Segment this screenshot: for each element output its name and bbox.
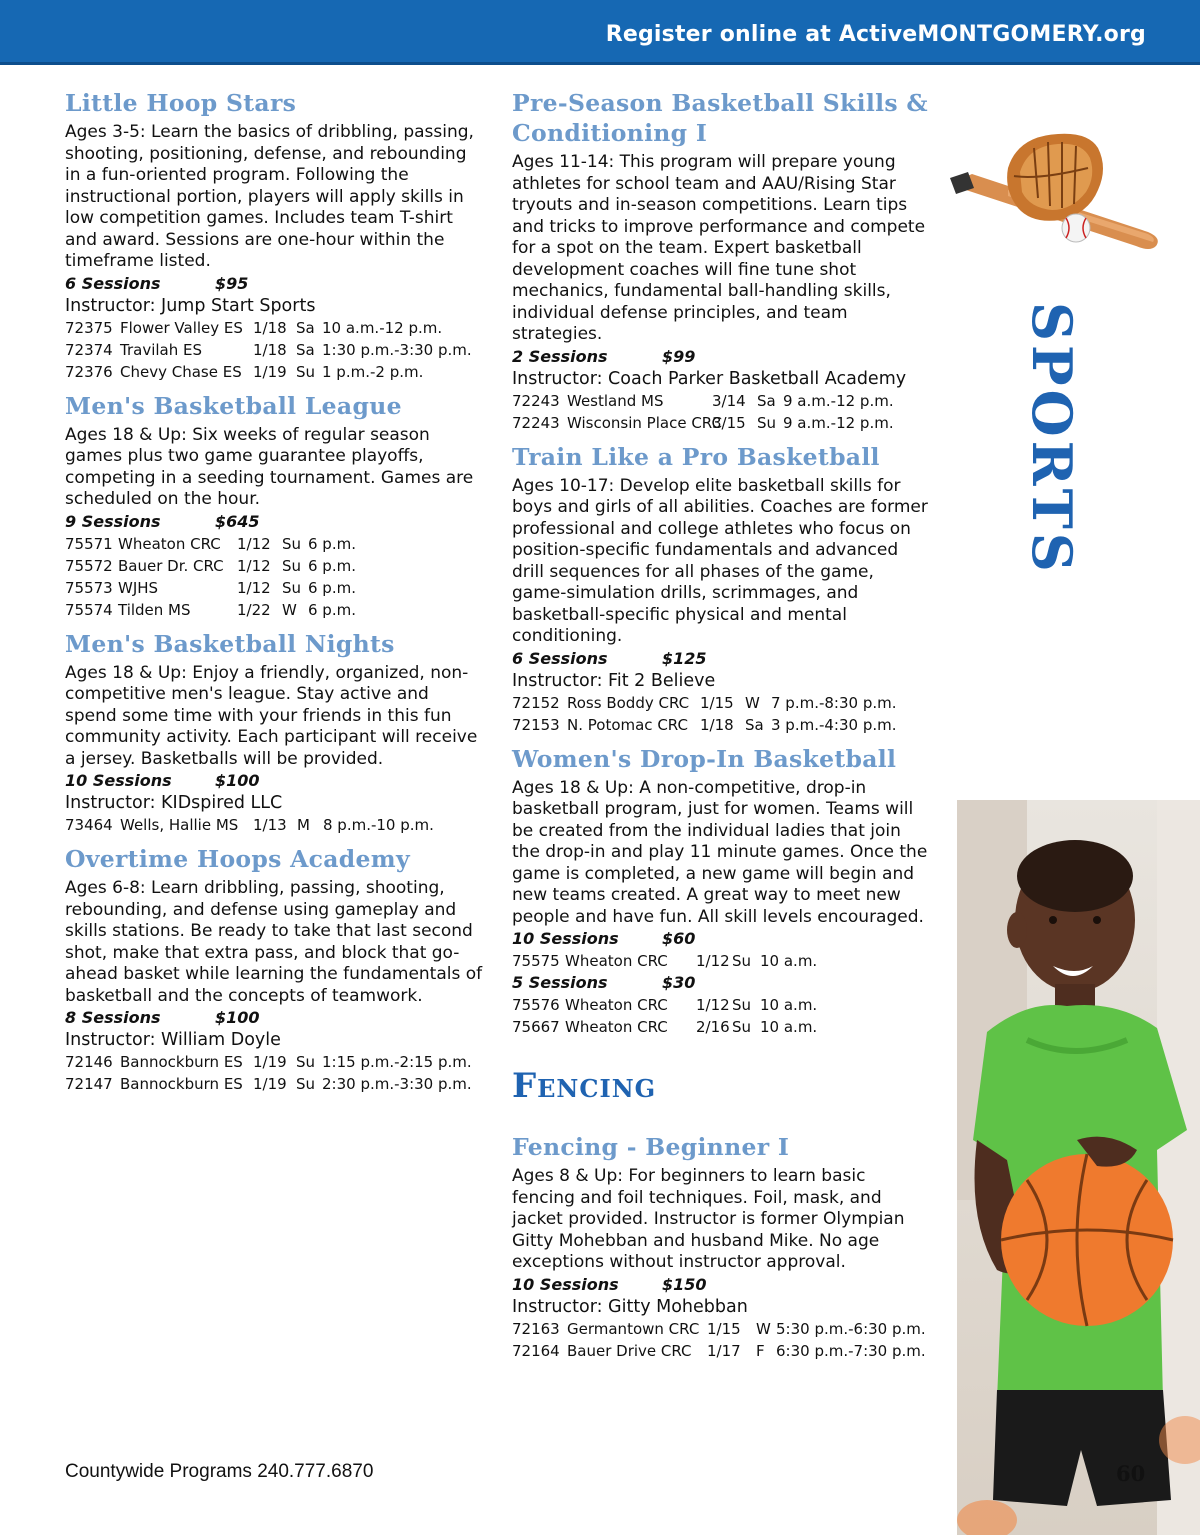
schedule-date: 1/12 xyxy=(237,534,271,553)
session-count: 10 Sessions xyxy=(512,929,619,948)
register-link-text[interactable]: Register online at ActiveMONTGOMERY.org xyxy=(605,22,1146,47)
schedule-code: 72152 xyxy=(512,693,560,712)
session-price: $95 xyxy=(215,273,249,293)
session-count: 10 Sessions xyxy=(512,1274,619,1294)
session-price: $125 xyxy=(662,648,707,668)
header-bar xyxy=(0,0,1200,65)
schedule-code: 72146 xyxy=(65,1053,113,1071)
schedule-location: Bauer Dr. CRC xyxy=(118,556,224,575)
schedule-time: 6:30 p.m.-7:30 p.m. xyxy=(776,1341,926,1360)
schedule-time: 5:30 p.m.-6:30 p.m. xyxy=(776,1319,926,1338)
schedule-day: Sa xyxy=(296,340,315,359)
schedule-location: Wheaton CRC xyxy=(118,534,221,553)
schedule-row xyxy=(65,814,485,836)
program-title: Pre-Season Basketball Skills & Conditioning I xyxy=(512,89,928,147)
schedule-date: 1/18 xyxy=(253,340,287,359)
program-description: Ages 18 & Up: A non-competitive, drop-in basketball program, just for women. Teams will be created from the individual ladies that join the drop-in and play 11 minute games. Once the game is completed, a new game will begin and new teams created. A great way to meet new people and have fun. All skill levels encouraged. xyxy=(512,777,928,927)
schedule-day: W xyxy=(282,600,297,619)
schedule-day: Su xyxy=(757,413,777,432)
program-title: Men's Basketball Nights xyxy=(65,629,395,658)
instructor-name: Instructor: William Doyle xyxy=(65,1030,281,1050)
schedule-day: Su xyxy=(296,1075,316,1093)
schedule-row xyxy=(65,339,485,361)
program-description: Ages 18 & Up: Enjoy a friendly, organized, non-competitive men's league. Stay active and spend some time with your friends in this fun community activity. Each participant will receive a jersey. Basketballs will be provided. xyxy=(65,662,478,769)
schedule-row xyxy=(65,361,485,383)
schedule-code: 72376 xyxy=(65,362,113,381)
schedule-table xyxy=(65,1051,485,1095)
schedule-row xyxy=(512,1016,932,1038)
left-column xyxy=(65,88,485,1103)
schedule-day: M xyxy=(297,816,310,834)
schedule-code: 75571 xyxy=(65,534,113,553)
schedule-location: Chevy Chase ES xyxy=(120,362,242,381)
schedule-row xyxy=(65,317,485,339)
schedule-day: F xyxy=(756,1341,765,1360)
program-section xyxy=(65,391,485,621)
schedule-date: 1/22 xyxy=(237,600,271,619)
schedule-date: 1/19 xyxy=(253,1053,287,1071)
schedule-date: 1/18 xyxy=(253,318,287,337)
instructor-name: Instructor: Coach Parker Basketball Academy xyxy=(512,368,907,389)
program-section xyxy=(512,1132,932,1362)
schedule-location: Wisconsin Place CRC xyxy=(567,413,722,432)
sports-side-label: SPORTS xyxy=(1020,302,1084,576)
schedule-time: 8 p.m.-10 p.m. xyxy=(323,816,434,834)
schedule-time: 6 p.m. xyxy=(308,578,356,597)
schedule-table xyxy=(512,390,932,434)
schedule-location: Flower Valley ES xyxy=(120,318,243,337)
program-description: Ages 11-14: This program will prepare young athletes for school team and AAU/Rising Star tryouts and in-season competitions. Learn tips and tricks to improve performance and compete for a spot on the team. Expert basketball development coaches will fine tune shot mechanics, fundamental ball-handling skills, individual defense principles, and team strategies. xyxy=(512,152,926,344)
session-price-row xyxy=(512,346,932,368)
schedule-time: 1:30 p.m.-3:30 p.m. xyxy=(322,340,472,359)
schedule-location: Ross Boddy CRC xyxy=(567,693,690,712)
schedule-day: Sa xyxy=(745,715,764,734)
schedule-date: 3/15 xyxy=(712,413,746,432)
schedule-code: 75667 xyxy=(512,1018,560,1036)
schedule-time: 9 a.m.-12 p.m. xyxy=(783,413,894,432)
schedule-table xyxy=(512,950,932,972)
program-section xyxy=(512,442,932,736)
schedule-location: Bauer Drive CRC xyxy=(567,1341,692,1360)
schedule-location: Wheaton CRC xyxy=(565,952,668,970)
session-price: $99 xyxy=(662,346,696,366)
session-price-row xyxy=(65,770,485,792)
session-count: 8 Sessions xyxy=(65,1008,161,1027)
session-price-row xyxy=(512,928,932,950)
schedule-day: Su xyxy=(282,578,302,597)
program-section xyxy=(512,88,932,434)
session-price-row xyxy=(512,972,932,994)
schedule-time: 2:30 p.m.-3:30 p.m. xyxy=(322,1075,472,1093)
schedule-date: 1/12 xyxy=(237,556,271,575)
baseball-glove-icon xyxy=(948,128,1163,253)
schedule-code: 75574 xyxy=(65,600,113,619)
schedule-row xyxy=(65,577,485,599)
schedule-table xyxy=(512,1318,932,1362)
schedule-code: 72153 xyxy=(512,715,560,734)
session-count: 5 Sessions xyxy=(512,973,608,992)
program-section xyxy=(65,629,485,837)
schedule-location: N. Potomac CRC xyxy=(567,715,688,734)
schedule-day: Sa xyxy=(757,391,776,410)
session-count: 6 Sessions xyxy=(65,273,161,293)
page-number: 60 xyxy=(1116,1461,1146,1486)
schedule-table xyxy=(65,814,485,836)
schedule-table xyxy=(65,533,485,621)
schedule-table xyxy=(512,994,932,1038)
schedule-time: 10 a.m.-12 p.m. xyxy=(322,318,443,337)
schedule-row xyxy=(512,390,932,412)
schedule-date: 2/16 xyxy=(696,1018,730,1036)
boy-basketball-photo xyxy=(957,800,1200,1535)
schedule-code: 72243 xyxy=(512,413,560,432)
program-description: Ages 6-8: Learn dribbling, passing, shooting, rebounding, and defense using gameplay and skills stations. Be ready to take that last second shot, make that extra pass, and block that go-ahead basket while learning the fundamentals of basketball and the concepts of teamwork. xyxy=(65,878,483,1006)
schedule-row xyxy=(65,1073,485,1095)
schedule-code: 75572 xyxy=(65,556,113,575)
schedule-time: 10 a.m. xyxy=(760,1018,818,1036)
program-description: Ages 8 & Up: For beginners to learn basic fencing and foil techniques. Foil, mask, and jacket provided. Instructor is former Olympian Gitty Mohebban and husband Mike. No age exceptions without instructor approval. xyxy=(512,1166,905,1272)
schedule-time: 7 p.m.-8:30 p.m. xyxy=(771,693,897,712)
program-section xyxy=(65,844,485,1095)
schedule-code: 73464 xyxy=(65,816,113,834)
program-description: Ages 18 & Up: Six weeks of regular season games plus two game guarantee playoffs, competing in a seeding tournament. Games are scheduled on the hour. xyxy=(65,424,474,509)
program-title: Little Hoop Stars xyxy=(65,89,297,117)
session-price-row xyxy=(512,1274,932,1296)
schedule-code: 72374 xyxy=(65,340,113,359)
schedule-day: Sa xyxy=(296,318,315,337)
schedule-code: 72147 xyxy=(65,1075,113,1093)
session-price: $150 xyxy=(662,1274,707,1294)
schedule-row xyxy=(512,1318,932,1340)
schedule-day: W xyxy=(756,1319,771,1338)
schedule-row xyxy=(65,599,485,621)
program-title: Fencing - Beginner I xyxy=(512,1133,790,1161)
schedule-date: 1/19 xyxy=(253,1075,287,1093)
schedule-date: 1/12 xyxy=(237,578,271,597)
schedule-day: Su xyxy=(282,556,302,575)
schedule-time: 10 a.m. xyxy=(760,952,818,970)
schedule-row xyxy=(512,692,932,714)
session-price: $60 xyxy=(662,929,696,948)
schedule-row xyxy=(65,533,485,555)
schedule-time: 1 p.m.-2 p.m. xyxy=(322,362,424,381)
schedule-date: 1/12 xyxy=(696,996,730,1014)
session-price-row xyxy=(65,511,485,533)
schedule-table xyxy=(65,317,485,383)
schedule-code: 72375 xyxy=(65,318,113,337)
schedule-location: Wheaton CRC xyxy=(565,1018,668,1036)
schedule-date: 1/19 xyxy=(253,362,287,381)
schedule-day: Su xyxy=(296,362,316,381)
program-title: Overtime Hoops Academy xyxy=(65,845,410,873)
schedule-date: 1/15 xyxy=(707,1319,741,1338)
schedule-time: 9 a.m.-12 p.m. xyxy=(783,391,894,410)
session-count: 6 Sessions xyxy=(512,648,608,668)
instructor-name: Instructor: Gitty Mohebban xyxy=(512,1296,748,1317)
session-count: 10 Sessions xyxy=(65,771,172,790)
instructor-name: Instructor: KIDspired LLC xyxy=(65,793,283,813)
schedule-code: 72163 xyxy=(512,1319,560,1338)
schedule-location: Wheaton CRC xyxy=(565,996,668,1014)
session-count: 9 Sessions xyxy=(65,511,161,531)
schedule-location: Travilah ES xyxy=(120,340,202,359)
instructor-name: Instructor: Jump Start Sports xyxy=(65,295,316,316)
schedule-time: 6 p.m. xyxy=(308,534,356,553)
schedule-row xyxy=(512,1340,932,1362)
session-price: $100 xyxy=(215,771,260,790)
schedule-day: W xyxy=(745,693,760,712)
session-price: $645 xyxy=(215,511,260,531)
schedule-location: WJHS xyxy=(118,578,159,597)
schedule-day: Su xyxy=(282,534,302,553)
schedule-location: Wells, Hallie MS xyxy=(120,816,239,834)
fencing-heading: Fencing xyxy=(512,1066,657,1106)
schedule-code: 72164 xyxy=(512,1341,560,1360)
instructor-name: Instructor: Fit 2 Believe xyxy=(512,670,716,691)
schedule-day: Su xyxy=(732,952,752,970)
schedule-code: 75573 xyxy=(65,578,113,597)
schedule-time: 1:15 p.m.-2:15 p.m. xyxy=(322,1053,472,1071)
program-section xyxy=(65,88,485,383)
schedule-time: 3 p.m.-4:30 p.m. xyxy=(771,715,897,734)
schedule-table xyxy=(512,692,932,736)
schedule-time: 6 p.m. xyxy=(308,600,356,619)
session-price-row xyxy=(65,273,485,295)
program-title: Men's Basketball League xyxy=(65,391,402,420)
schedule-date: 1/17 xyxy=(707,1341,741,1360)
schedule-code: 75575 xyxy=(512,952,560,970)
schedule-code: 72243 xyxy=(512,391,560,410)
schedule-row xyxy=(512,950,932,972)
schedule-location: Bannockburn ES xyxy=(120,1053,243,1071)
schedule-time: 6 p.m. xyxy=(308,556,356,575)
schedule-date: 1/18 xyxy=(700,715,734,734)
program-description: Ages 3-5: Learn the basics of dribbling, passing, shooting, positioning, defense, and rebounding in a fun-oriented program. Following the instructional portion, players will apply skills in low competition games. Includes team T-shirt and award. Sessions are one-hour within the timeframe listed. xyxy=(65,122,474,271)
schedule-time: 10 a.m. xyxy=(760,996,818,1014)
schedule-row xyxy=(65,555,485,577)
schedule-location: Germantown CRC xyxy=(567,1319,700,1338)
program-section xyxy=(512,744,932,1039)
schedule-row xyxy=(512,412,932,434)
program-title: Train Like a Pro Basketball xyxy=(512,442,880,471)
session-price-row xyxy=(65,1007,485,1029)
footer-contact: Countywide Programs 240.777.6870 xyxy=(65,1461,374,1482)
schedule-code: 75576 xyxy=(512,996,560,1014)
schedule-location: Tilden MS xyxy=(118,600,191,619)
session-count: 2 Sessions xyxy=(512,346,608,366)
session-price-row xyxy=(512,648,932,670)
middle-column xyxy=(512,88,932,1370)
schedule-row xyxy=(512,714,932,736)
schedule-row xyxy=(65,1051,485,1073)
schedule-date: 3/14 xyxy=(712,391,746,410)
schedule-date: 1/15 xyxy=(700,693,734,712)
program-title: Women's Drop-In Basketball xyxy=(512,744,897,773)
session-price: $100 xyxy=(215,1008,260,1027)
schedule-location: Bannockburn ES xyxy=(120,1075,243,1093)
schedule-day: Su xyxy=(732,1018,752,1036)
program-description: Ages 10-17: Develop elite basketball skills for boys and girls of all abilities. Coaches are former professional and college athletes who focus on position-specific fundamentals and advanced drill sequences for all phases of the game, game-simulation drills, scrimmages, and basketball-specific physical and mental conditioning. xyxy=(512,475,928,646)
schedule-date: 1/13 xyxy=(253,816,287,834)
schedule-row xyxy=(512,994,932,1016)
schedule-day: Su xyxy=(732,996,752,1014)
schedule-date: 1/12 xyxy=(696,952,730,970)
schedule-day: Su xyxy=(296,1053,316,1071)
schedule-location: Westland MS xyxy=(567,391,664,410)
session-price: $30 xyxy=(662,973,696,992)
